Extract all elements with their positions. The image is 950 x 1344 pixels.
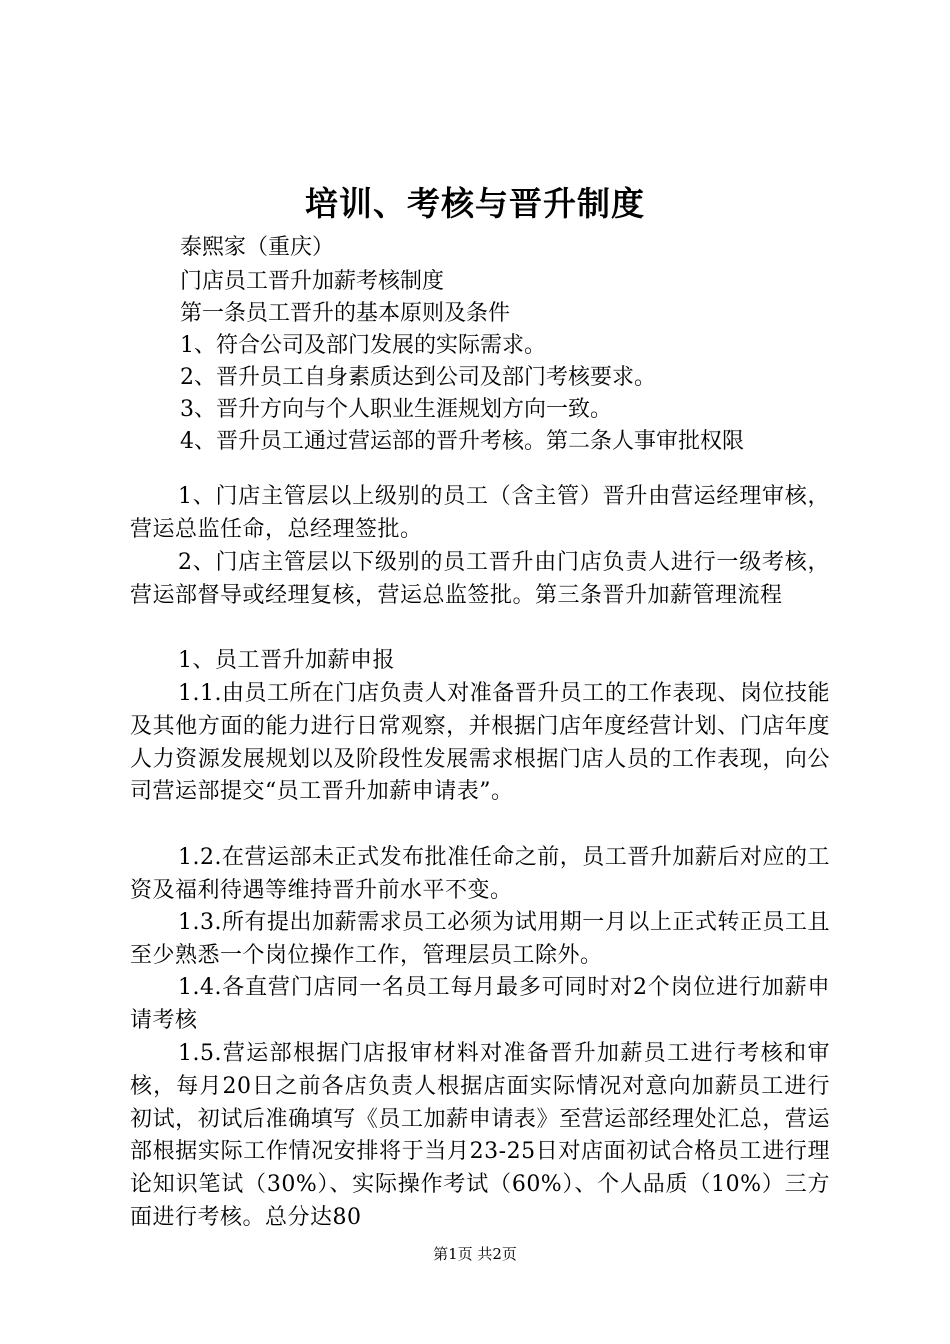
page-footer: 第1页 共2页 [433,1245,517,1263]
process-item-1-2: 1.2.在营运部未正式发布批准任命之前，员工晋升加薪后对应的工资及福利待遇等维持晋升前水平不变。 [130,845,830,903]
approval-paragraph-1: 1、门店主管层以上级别的员工（含主管）晋升由营运经理审核，营运总监任命，总经理签批。 [130,484,830,542]
process-heading: 1、员工晋升加薪申报 [178,648,395,673]
condition-item-2: 2、晋升员工自身素质达到公司及部门考核要求。 [180,365,656,390]
condition-item-3: 3、晋升方向与个人职业生涯规划方向一致。 [180,397,612,422]
process-item-1-3: 1.3.所有提出加薪需求员工必须为试用期一月以上正式转正员工且至少熟悉一个岗位操作工作，管理层员工除外。 [130,910,830,968]
company-name-line: 泰熙家（重庆） [180,235,335,260]
policy-name-line: 门店员工晋升加薪考核制度 [180,269,445,294]
document-title: 培训、考核与晋升制度 [305,184,645,223]
condition-item-4: 4、晋升员工通过营运部的晋升考核。第二条人事审批权限 [180,429,744,454]
process-item-1-5: 1.5.营运部根据门店报审材料对准备晋升加薪员工进行考核和审核，每月20日之前各店负责人根据店面实际情况对意向加薪员工进行初试，初试后准确填写《员工加薪申请表》至营运部经理处汇总，营运部根据实际工作情况安排将于当月23-25日对店面初试合格员工进行理论知识笔试（30%）、实际操作考试（60%）、个人品质（10%）三方面进行考核。总分达80 [130,1041,830,1230]
condition-item-1: 1、符合公司及部门发展的实际需求。 [180,333,546,358]
process-item-1-4: 1.4.各直营门店同一名员工每月最多可同时对2个岗位进行加薪申请考核 [130,975,830,1033]
approval-paragraph-2: 2、门店主管层以下级别的员工晋升由门店负责人进行一级考核，营运部督导或经理复核，营运总监签批。第三条晋升加薪管理流程 [130,550,830,608]
article-one-heading: 第一条员工晋升的基本原则及条件 [180,301,511,326]
process-item-1-1: 1.1.由员工所在门店负责人对准备晋升员工的工作表现、岗位技能及其他方面的能力进行日常观察，并根据门店年度经营计划、门店年度人力资源发展规划以及阶段性发展需求根据门店人员的工作表现，向公司营运部提交“员工晋升加薪申请表”。 [130,681,830,805]
